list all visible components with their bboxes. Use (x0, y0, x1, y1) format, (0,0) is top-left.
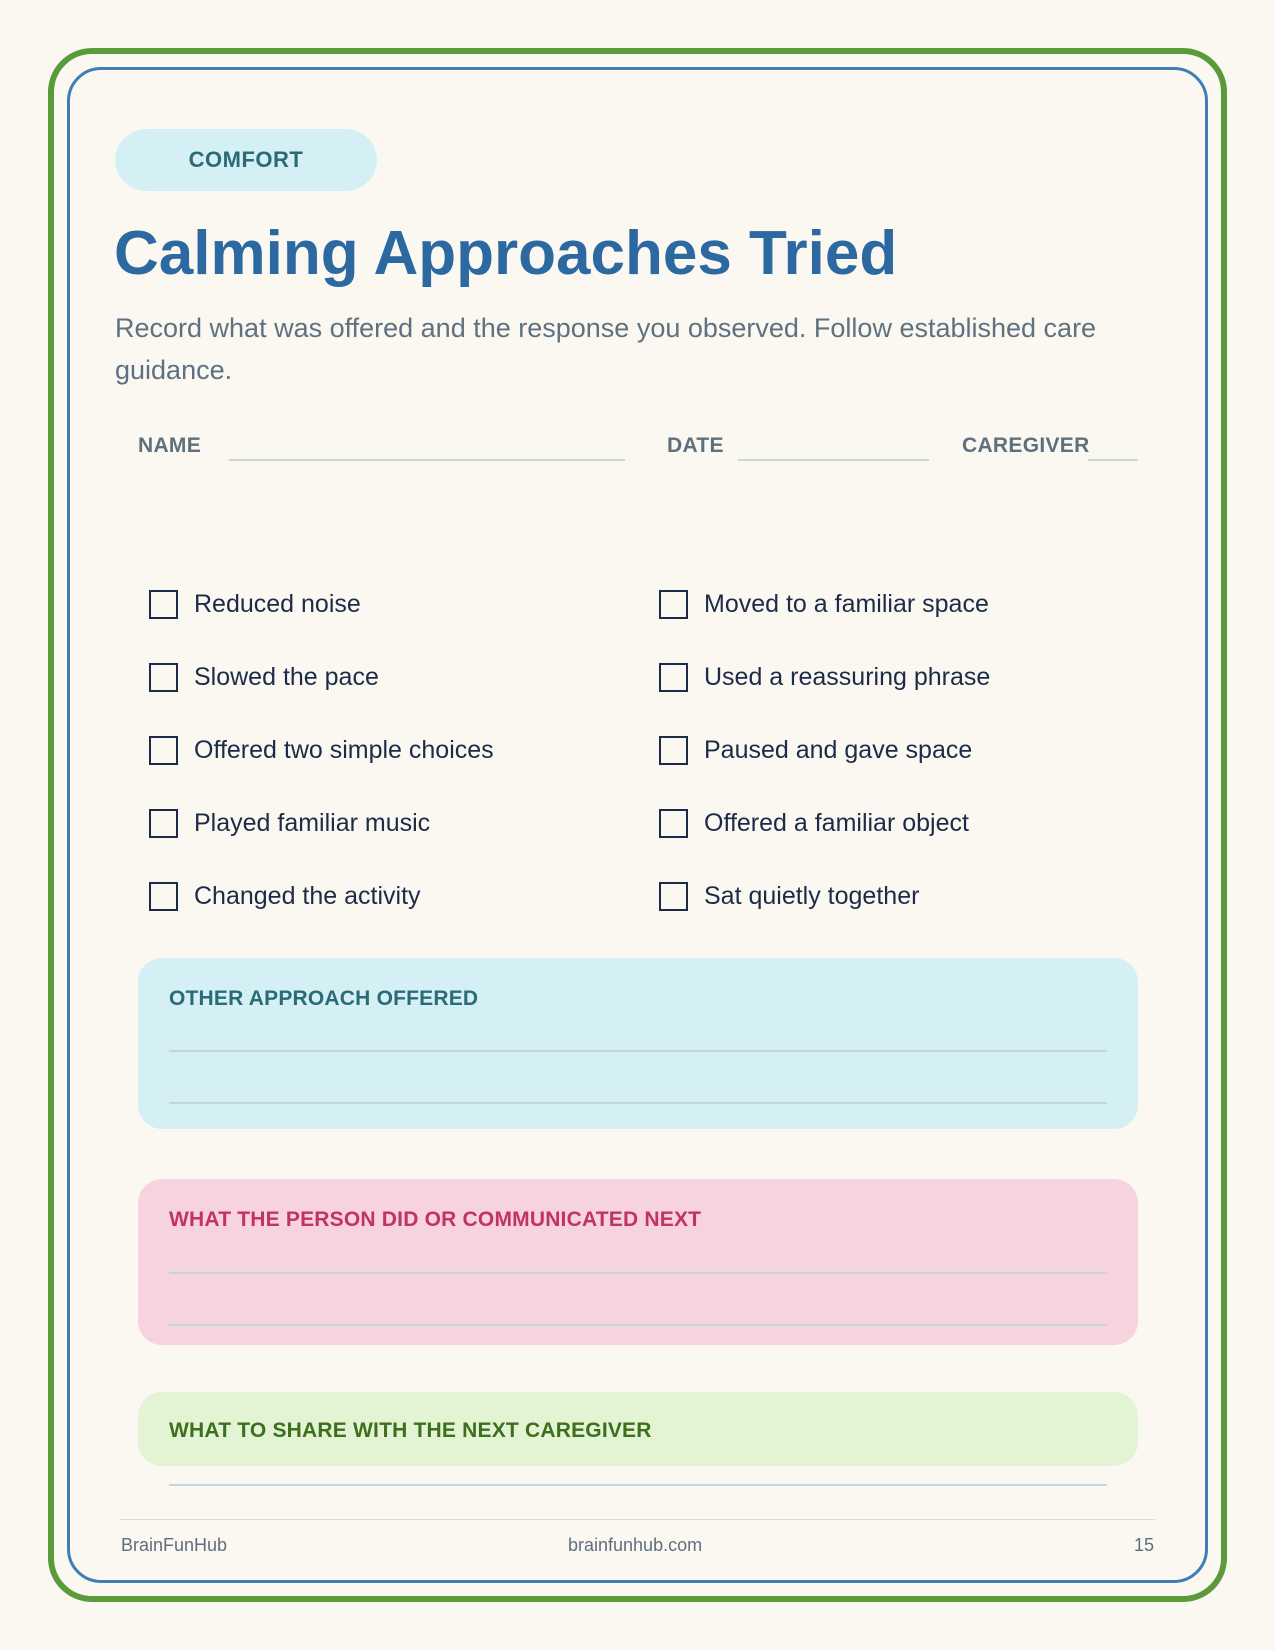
checklist-item[interactable] (149, 881, 421, 911)
page-subtitle: Record what was offered and the response you observed. Follow established care guidance. (115, 313, 1097, 385)
checklist-item[interactable] (659, 662, 990, 692)
checkbox[interactable] (659, 882, 688, 911)
person-response-panel (138, 1179, 1138, 1345)
page-title: Calming Approaches Tried (114, 219, 898, 288)
name-label: NAME (138, 434, 202, 457)
checklist-item-label: Offered a familiar object (704, 808, 969, 837)
checkbox[interactable] (659, 809, 688, 838)
checklist-item-label: Offered two simple choices (194, 735, 494, 764)
checklist-item[interactable] (149, 662, 379, 692)
writing-line[interactable] (169, 1324, 1107, 1326)
checkbox[interactable] (149, 809, 178, 838)
checkbox[interactable] (149, 882, 178, 911)
footer-divider (120, 1519, 1155, 1520)
other-approach-panel (138, 958, 1138, 1129)
writing-line[interactable] (169, 1102, 1107, 1104)
checklist-item-label: Played familiar music (194, 808, 431, 837)
caregiver-label: CAREGIVER (962, 434, 1090, 457)
writing-line[interactable] (169, 1484, 1107, 1486)
date-field[interactable] (738, 459, 929, 461)
checklist-item-label: Sat quietly together (704, 881, 920, 910)
caregiver-field[interactable] (1088, 459, 1138, 461)
share-next-panel (138, 1392, 1138, 1466)
checklist-item[interactable] (659, 735, 972, 765)
checkbox[interactable] (149, 663, 178, 692)
checklist-item-label: Slowed the pace (194, 662, 379, 691)
checklist-item[interactable] (659, 589, 989, 619)
checkbox[interactable] (659, 736, 688, 765)
checklist-item[interactable] (149, 589, 361, 619)
person-response-heading: WHAT THE PERSON DID OR COMMUNICATED NEXT (169, 1208, 702, 1231)
checkbox[interactable] (659, 590, 688, 619)
date-label: DATE (667, 434, 724, 457)
checklist-item-label: Reduced noise (194, 589, 361, 618)
checkbox[interactable] (149, 736, 178, 765)
checkbox[interactable] (659, 663, 688, 692)
writing-line[interactable] (169, 1272, 1107, 1274)
checklist-item-label: Paused and gave space (704, 735, 973, 764)
category-pill: COMFORT (115, 129, 377, 191)
checklist-item[interactable] (659, 808, 969, 838)
other-approach-heading: OTHER APPROACH OFFERED (169, 987, 479, 1010)
checklist-item-label: Changed the activity (194, 881, 421, 910)
page-number: 15 (1134, 1535, 1155, 1555)
footer-brand: BrainFunHub (121, 1535, 228, 1555)
checklist-item[interactable] (149, 808, 430, 838)
checklist-item[interactable] (149, 735, 494, 765)
writing-line[interactable] (169, 1050, 1107, 1052)
checklist-item-label: Moved to a familiar space (704, 589, 989, 618)
share-next-heading: WHAT TO SHARE WITH THE NEXT CAREGIVER (169, 1419, 652, 1442)
checklist-item[interactable] (659, 881, 919, 911)
checkbox[interactable] (149, 590, 178, 619)
footer-website: brainfunhub.com (568, 1535, 703, 1555)
checklist-item-label: Used a reassuring phrase (704, 662, 991, 691)
name-field[interactable] (229, 459, 625, 461)
